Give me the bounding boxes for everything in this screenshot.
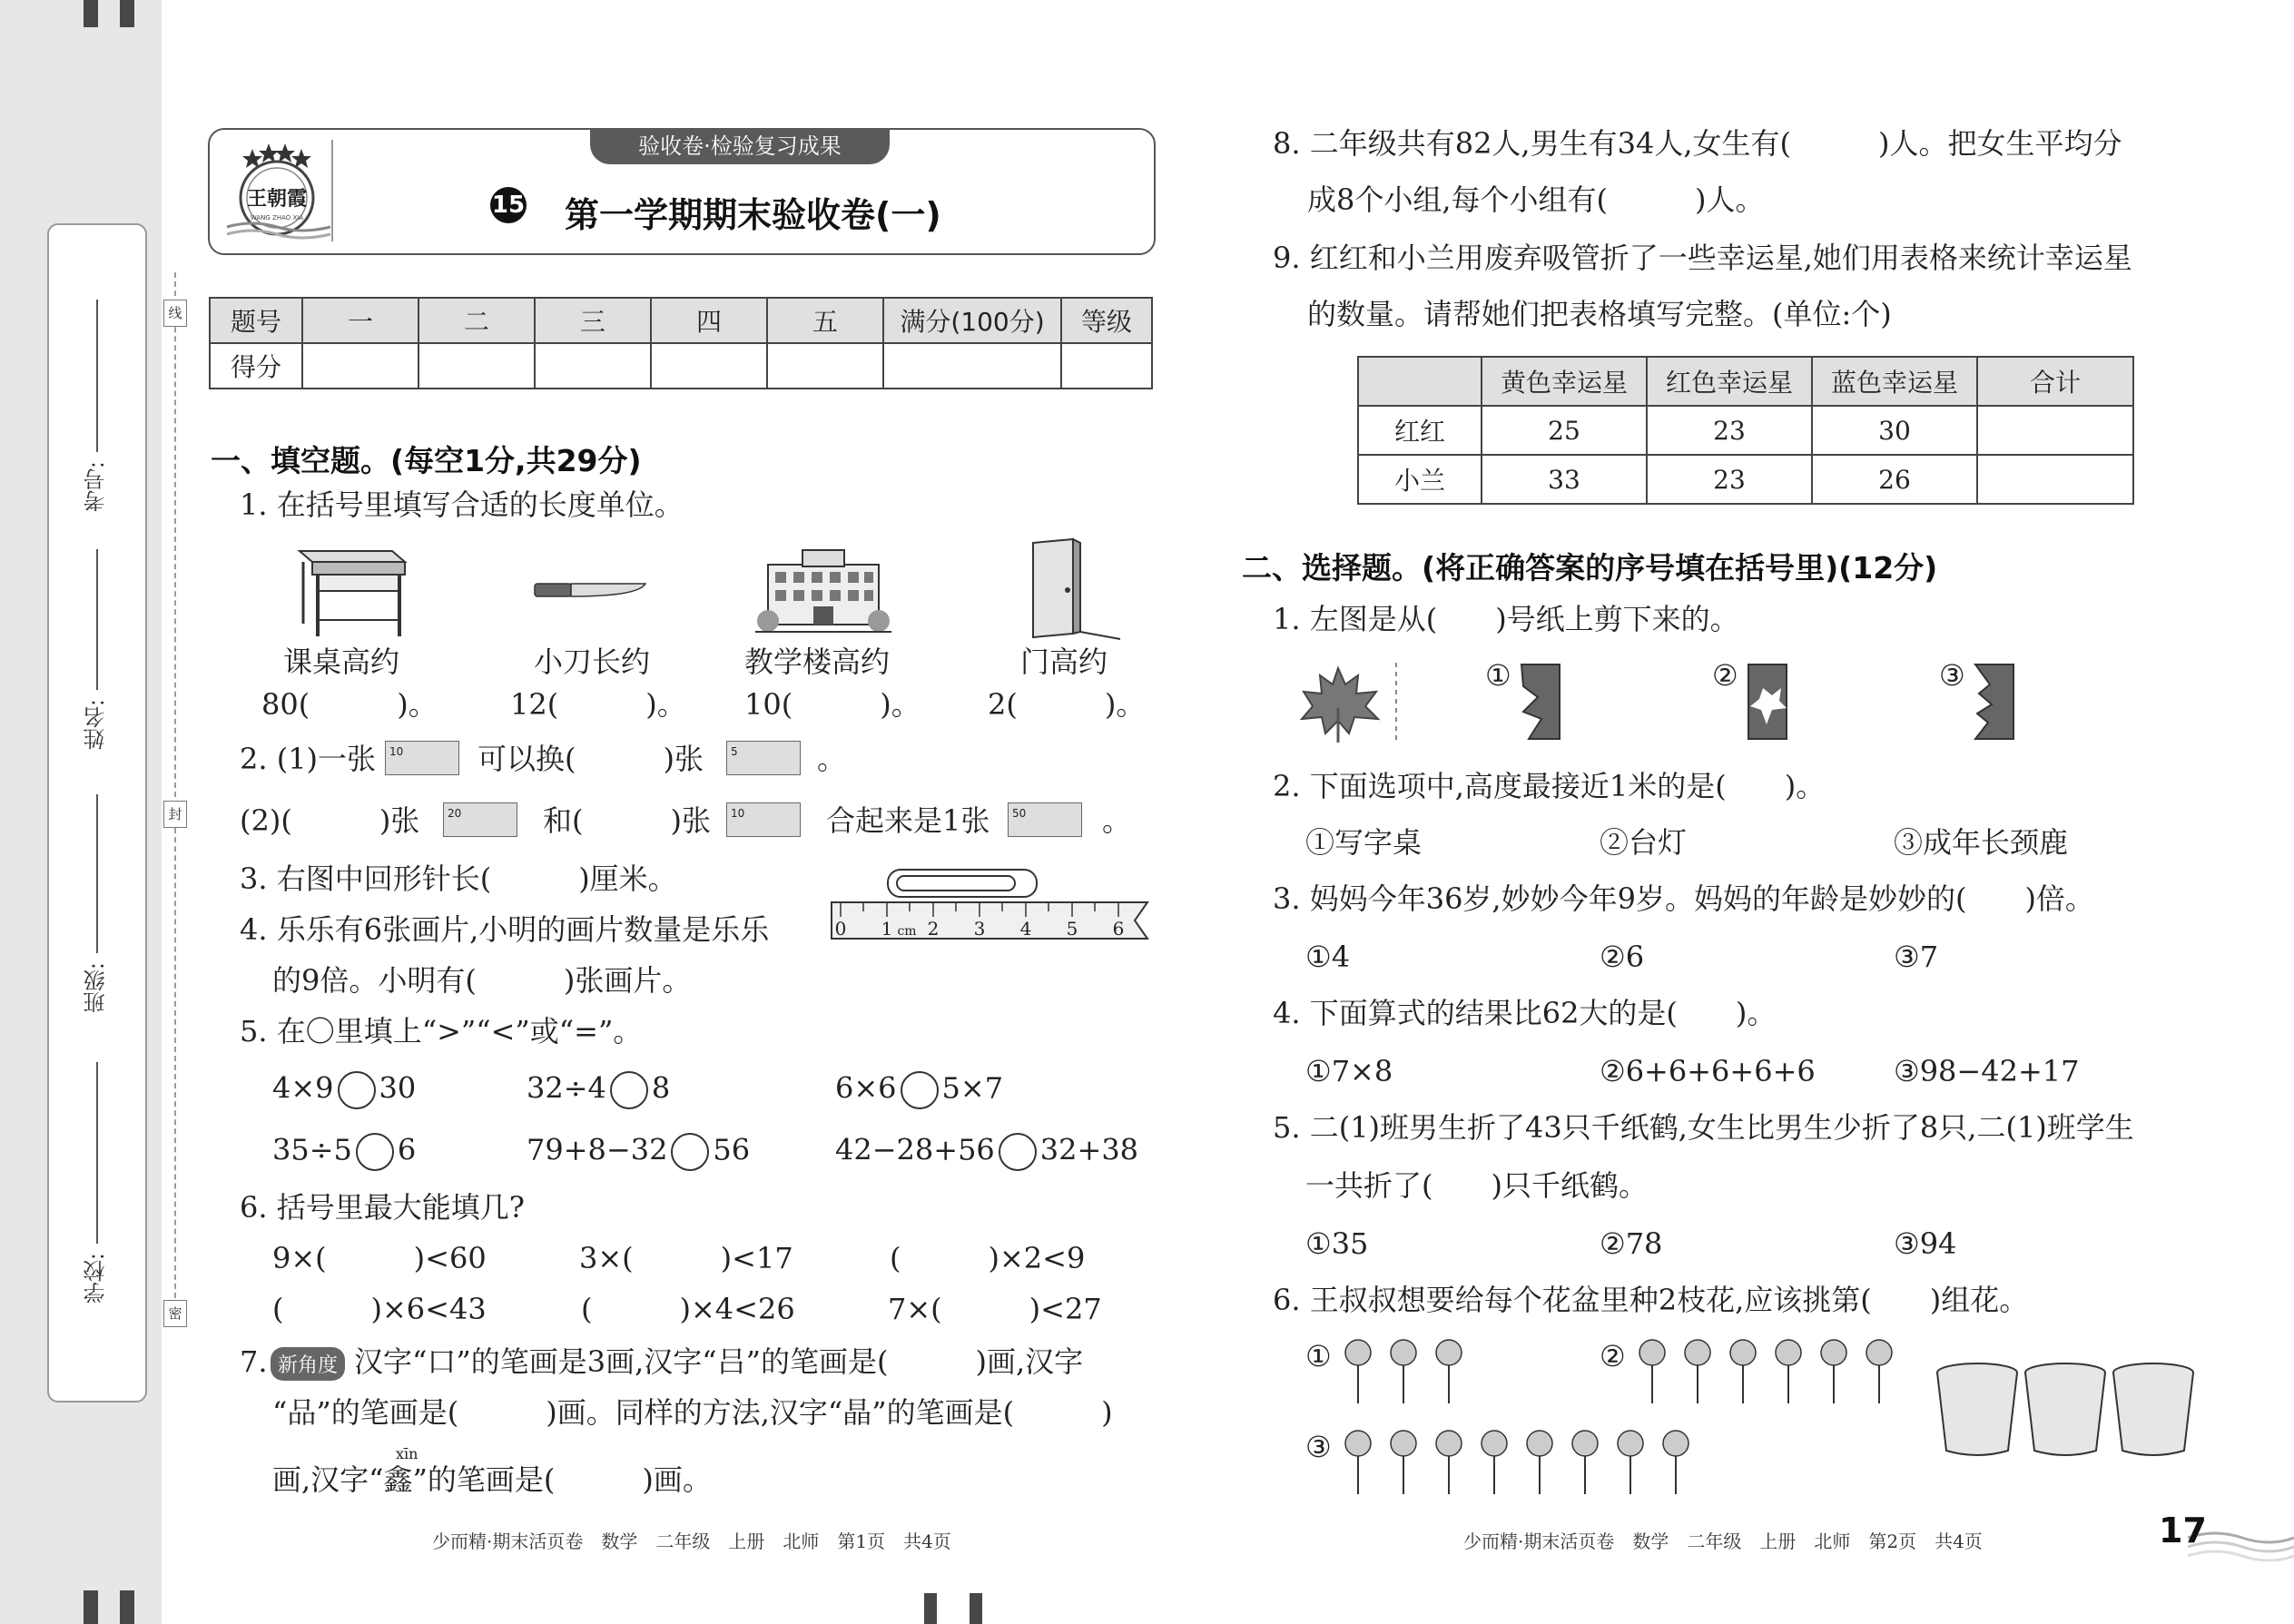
question-8-line1[interactable]: 8. 二年级共有82人,男生有34人,女生有( )人。把女生平均分 [1273,126,2122,161]
question-7-line1[interactable]: 汉字“口”的笔画是3画,汉字“吕”的笔画是( )画,汉字 [354,1344,1084,1379]
stars-header-cell: 红色幸运星 [1647,357,1812,406]
q6-item[interactable]: ( )×2<9 [890,1241,1086,1275]
choice-3-option-2[interactable]: ②6 [1600,940,1645,974]
question-7-line3[interactable]: 画,汉字“鑫”的笔画是( )画。 [272,1462,712,1497]
banknote-10-icon: 10 [385,741,459,775]
question-1-text: 1. 在括号里填写合适的长度单位。 [240,487,684,522]
binding-stub [120,0,134,27]
compare-circle[interactable] [338,1071,376,1109]
binding-stub [84,0,98,27]
q2a-text-3: 。 [817,742,847,776]
compare-item: 32÷4 8 [527,1071,670,1109]
score-input-cell[interactable] [1061,343,1152,389]
score-input-cell[interactable] [767,343,883,389]
section-1-title: 一、填空题。(每空1分,共29分) [211,443,642,478]
compare-item: 6×6 5×7 [835,1071,1003,1109]
choice-2-text[interactable]: 2. 下面选项中,高度最接近1米的是( )。 [1273,769,1826,803]
binding-stub [84,1590,98,1624]
footer-right: 少而精·期末活页卷 数学 二年级 上册 北师 第2页 共4页 [1463,1530,1983,1552]
stars-total-cell[interactable] [1977,455,2133,504]
choice-3-text[interactable]: 3. 妈妈今年36岁,妙妙今年9岁。妈妈的年龄是妙妙的( )倍。 [1273,881,2094,916]
compare-item: 4×9 30 [272,1071,416,1109]
q1-answer-knife[interactable]: 12( )。 [510,687,686,722]
banknote-10-icon: 10 [726,802,801,837]
exam-number-label: 考号: [84,461,109,513]
q6-item[interactable]: 9×( )<60 [272,1241,487,1275]
paper-option-1-icon [1518,661,1563,743]
compare-circle[interactable] [356,1133,394,1171]
question-4-line1: 4. 乐乐有6张画片,小明的画片数量是乐乐 [240,912,770,947]
choice-1-option-2[interactable]: ② [1712,658,1738,693]
flower-group-3-icon [1338,1425,1701,1498]
question-9-line1: 9. 红红和小兰用废弃吸管折了一些幸运星,她们用表格来统计幸运星 [1273,241,2132,275]
question-6-text: 6. 括号里最大能填几? [240,1190,525,1225]
stars-header-cell: 合计 [1977,357,2133,406]
choice-5-option-3[interactable]: ③94 [1894,1226,1957,1261]
score-header-cell: 五 [767,298,883,343]
q2b-text-4: 。 [1102,803,1132,838]
score-header-cell: 等级 [1061,298,1152,343]
ruler-tick-label: 6 [1112,918,1125,940]
score-input-cell[interactable] [883,343,1061,389]
school-building-icon [755,537,891,637]
banner-tag: 验收卷·检验复习成果 [590,128,890,164]
ruler-with-paperclip [826,864,1153,955]
stars-cell: 23 [1647,455,1812,504]
footer-left: 少而精·期末活页卷 数学 二年级 上册 北师 第1页 共4页 [432,1530,951,1552]
question-9-line2: 的数量。请帮她们把表格填写完整。(单位:个) [1307,297,1892,331]
stars-cell: 33 [1482,455,1647,504]
choice-1-text[interactable]: 1. 左图是从( )号纸上剪下来的。 [1273,602,1739,636]
score-header-cell: 一 [302,298,418,343]
banknote-20-icon: 20 [443,802,517,837]
desk-icon [290,540,409,640]
choice-5-option-2[interactable]: ②78 [1600,1226,1663,1261]
score-header-cell: 三 [535,298,651,343]
q6-item[interactable]: 3×( )<17 [579,1241,793,1275]
cut-mark-seal: 封 [163,801,187,828]
stars-cell: 23 [1647,406,1812,455]
stars-header-cell [1358,357,1482,406]
q1-label-building: 教学楼高约 [744,645,891,679]
school-field[interactable] [96,1062,98,1244]
question-7-line2[interactable]: “品”的笔画是( )画。同样的方法,汉字“晶”的笔画是( ) [272,1395,1113,1430]
q1-label-door: 门高约 [1020,645,1108,679]
score-input-cell[interactable] [302,343,418,389]
choice-5-line1: 5. 二(1)班男生折了43只千纸鹤,女生比男生少折了8只,二(1)班学生 [1273,1110,2134,1145]
flower-group-2-icon [1632,1334,1905,1407]
banknote-5-icon: 5 [726,741,801,775]
stars-row-label: 红红 [1358,406,1482,455]
ruler-tick-label: 2 [927,918,940,940]
stars-total-cell[interactable] [1977,406,2133,455]
section-2-title: 二、选择题。(将正确答案的序号填在括号里)(12分) [1242,550,1938,586]
ruler-tick-label: 0 [834,918,847,940]
question-8-line2[interactable]: 成8个小组,每个小组有( )人。 [1307,182,1765,217]
q1-answer-desk[interactable]: 80( )。 [261,687,438,722]
logo-subtext: WANG ZHAO XIA [250,214,304,221]
cut-mark-line: 线 [163,300,187,327]
exam-number-field[interactable] [96,300,98,452]
stars-cell: 30 [1812,406,1977,455]
score-table [209,297,1153,389]
q1-label-desk: 课桌高约 [283,645,400,679]
stars-header-cell: 黄色幸运星 [1482,357,1647,406]
page-number: 17 [2159,1511,2207,1550]
stars-cell: 26 [1812,455,1977,504]
flower-group-1-icon [1338,1334,1474,1407]
compare-item: 42−28+56 32+38 [835,1133,1138,1171]
choice-3-option-1[interactable]: ①4 [1305,940,1351,974]
q2b-text-3: 合起来是1张 [826,803,990,838]
q2a-text-1: 2. (1)一张 [240,742,377,776]
exam-number-badge: 15 [490,187,527,223]
banknote-50-icon: 50 [1008,802,1082,837]
q1-answer-building[interactable]: 10( )。 [744,687,921,722]
compare-circle[interactable] [999,1133,1037,1171]
choice-5-option-1[interactable]: ①35 [1305,1226,1369,1261]
name-field[interactable] [96,549,98,690]
score-header-cell: 四 [651,298,767,343]
new-angle-tag: 新角度 [271,1347,345,1381]
choice-3-option-3[interactable]: ③7 [1894,940,1939,974]
compare-circle[interactable] [610,1071,648,1109]
compare-item: 79+8−32 56 [527,1133,750,1171]
score-row-label: 得分 [210,343,302,389]
binding-stub [120,1590,134,1624]
choice-4-option-1[interactable]: ①7×8 [1305,1054,1393,1088]
choice-6-option-2[interactable]: ② [1600,1339,1626,1373]
choice-2-option-1[interactable]: ①写字桌 [1305,825,1423,860]
q6-item[interactable]: ( )×6<43 [272,1292,487,1326]
q6-item[interactable]: ( )×4<26 [581,1292,795,1326]
score-header-cell: 满分(100分) [883,298,1061,343]
door-icon [1024,537,1124,642]
score-input-cell[interactable] [651,343,767,389]
question-5-text: 5. 在〇里填上“>”“<”或“=”。 [240,1014,643,1048]
flower-pots-icon [1934,1362,2197,1462]
class-field[interactable] [96,794,98,953]
q2a-text-2[interactable]: 可以换( )张 [478,742,704,776]
choice-1-option-1[interactable]: ① [1485,658,1511,693]
cut-line [174,272,176,1325]
question-7-number: 7. [240,1344,268,1379]
choice-4-option-3[interactable]: ③98−42+17 [1894,1054,2080,1088]
pinyin-annotation: xīn [396,1445,418,1462]
choice-4-option-2[interactable]: ②6+6+6+6+6 [1600,1054,1816,1088]
choice-5-line2[interactable]: 一共折了( )只千纸鹤。 [1305,1168,1648,1203]
ruler-unit-label: cm [897,924,917,939]
lucky-stars-table [1357,356,2134,505]
score-input-cell[interactable] [535,343,651,389]
choice-6-option-1[interactable]: ① [1305,1339,1332,1373]
ruler-tick-label: 5 [1066,918,1078,940]
ruler-tick-label: 3 [973,918,986,940]
cut-mark-secret: 密 [163,1300,187,1327]
q1-answer-door[interactable]: 2( )。 [988,687,1146,722]
choice-6-text[interactable]: 6. 王叔叔想要给每个花盆里种2枝花,应该挑第( )组花。 [1273,1283,2029,1317]
choice-1-option-3[interactable]: ③ [1939,658,1965,693]
q1-label-knife: 小刀长约 [534,645,651,679]
score-header-cell: 题号 [210,298,302,343]
score-header-cell: 二 [418,298,535,343]
q2b-text-2[interactable]: 和( )张 [543,803,711,838]
binding-stub [970,1593,982,1624]
choice-6-option-3[interactable]: ③ [1305,1430,1332,1464]
choice-2-option-2[interactable]: ②台灯 [1600,825,1688,860]
choice-4-text[interactable]: 4. 下面算式的结果比62大的是( )。 [1273,996,1777,1030]
ruler-tick-label: 1 [881,918,893,940]
choice-2-option-3[interactable]: ③成年长颈鹿 [1894,825,2069,860]
ruler-tick-label: 4 [1019,918,1032,940]
stars-cell: 25 [1482,406,1647,455]
paper-option-3-icon [1972,661,2017,743]
compare-circle[interactable] [901,1071,939,1109]
binding-stub [924,1593,937,1624]
compare-circle[interactable] [671,1133,709,1171]
paper-option-2-icon [1745,661,1790,743]
stars-header-cell: 蓝色幸运星 [1812,357,1977,406]
logo-text: 王朝霞 [246,187,308,211]
knife-icon [531,576,649,604]
leaf-icon [1298,663,1398,744]
score-input-cell[interactable] [418,343,535,389]
school-label: 学校: [84,1253,109,1304]
compare-item: 35÷5 6 [272,1133,416,1171]
q6-item[interactable]: 7×( )<27 [888,1292,1102,1326]
stars-row-label: 小兰 [1358,455,1482,504]
name-label: 姓名: [84,699,109,751]
question-3-text[interactable]: 3. 右图中回形针长( )厘米。 [240,861,677,896]
exam-title: 第一学期期末验收卷(一) [565,195,941,235]
q2b-text-1[interactable]: (2)( )张 [240,803,420,838]
question-4-line2[interactable]: 的9倍。小明有( )张画片。 [272,963,692,998]
class-label: 班级: [84,962,109,1014]
publisher-logo [225,136,343,245]
